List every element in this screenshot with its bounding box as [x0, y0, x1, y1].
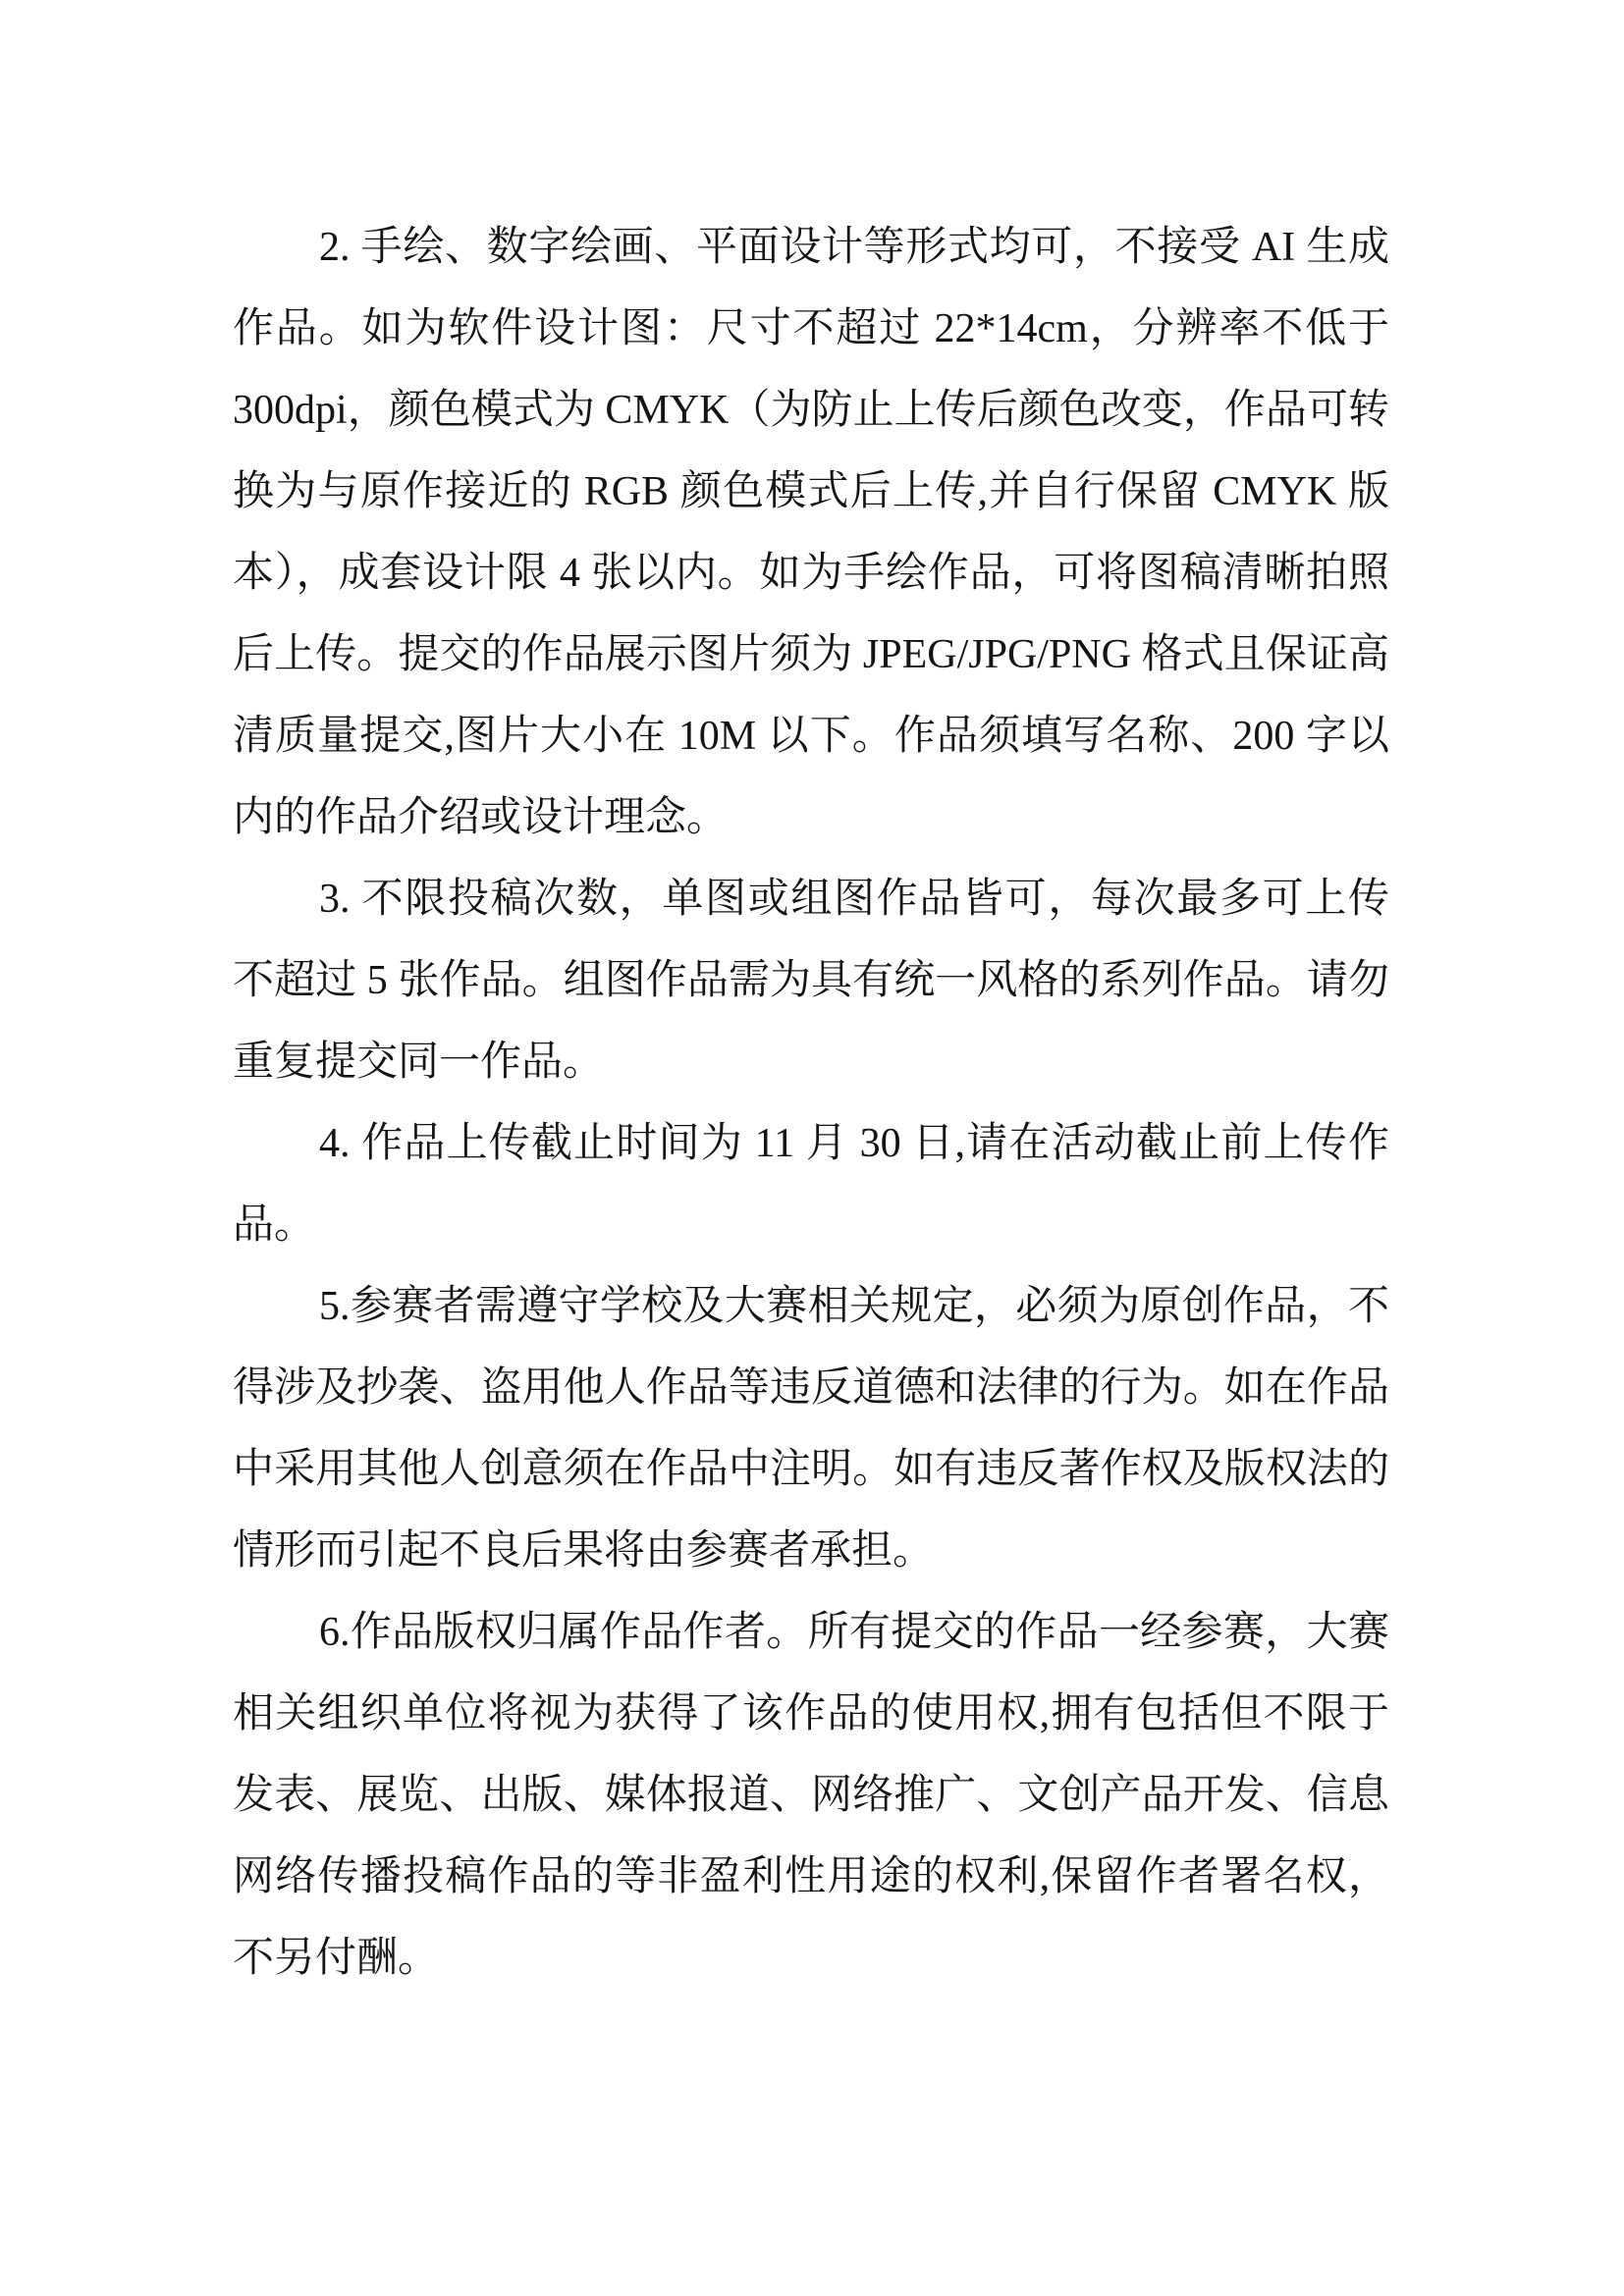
paragraph-rule-3: 3. 不限投稿次数，单图或组图作品皆可，每次最多可上传不超过 5 张作品。组图作品需为具有统一风格的系列作品。请勿重复提交同一作品。: [233, 877, 1389, 1085]
paragraph-rule-4: 4. 作品上传截止时间为 11 月 30 日,请在活动截止前上传作品。: [233, 1121, 1389, 1248]
document-body: [233, 207, 1389, 2000]
paragraph-rule-6: 6.作品版权归属作品作者。所有提交的作品一经参赛，大赛相关组织单位将视为获得了该作品的使用权,拥有包括但不限于发表、展览、出版、媒体报道、网络推广、文创产品开发、信息网络传播投稿作品的等非盈利性用途的权利,保留作者署名权，不另付酬。: [233, 1610, 1389, 1981]
paragraph-rule-5: 5.参赛者需遵守学校及大赛相关规定，必须为原创作品，不得涉及抄袭、盗用他人作品等违反道德和法律的行为。如在作品中采用其他人创意须在作品中注明。如有违反著作权及版权法的情形而引起不良后果将由参赛者承担。: [233, 1284, 1389, 1574]
paragraph-rule-2: 2. 手绘、数字绘画、平面设计等形式均可，不接受 AI 生成作品。如为软件设计图：尺寸不超过 22*14cm，分辨率不低于 300dpi，颜色模式为 CMYK（为防止上传后颜色改变，作品可转换为与原作接近的 RGB 颜色模式后上传,并自行保留 CMYK 版本），成套设计限 4 张以内。如为手绘作品，可将图稿清晰拍照后上传。提交的作品展示图片须为 JPEG/JPG/PNG 格式且保证高清质量提交,图片大小在 10M 以下。作品须填写名称、200 字以内的作品介绍或设计理念。: [233, 225, 1389, 840]
